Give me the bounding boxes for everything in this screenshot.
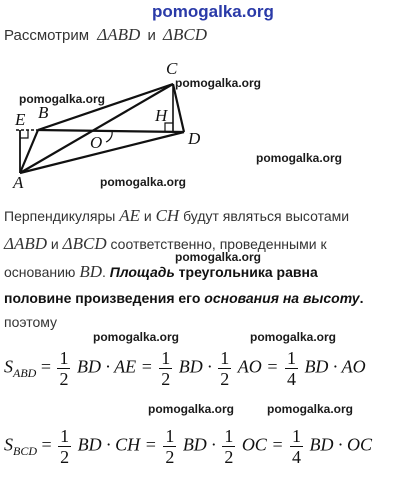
para-bold-area: Площадь — [109, 264, 175, 280]
label-H: H — [155, 106, 168, 125]
para-text: и — [50, 236, 59, 252]
fraction-half — [57, 348, 70, 389]
math-CH: CH — [155, 206, 180, 225]
para-text: . — [101, 264, 106, 280]
math-tri2: ΔBCD — [62, 234, 107, 253]
watermark: pomogalka.org — [93, 330, 180, 344]
fraction-half — [163, 426, 176, 467]
formula-S-BCD — [4, 426, 372, 467]
frac-num: 1 — [161, 348, 171, 368]
frac-den: 2 — [161, 369, 171, 389]
fraction-half — [218, 348, 231, 389]
math-tri1: ΔABD — [4, 234, 48, 253]
para-line-1 — [4, 206, 349, 226]
right-angle-E — [20, 130, 28, 138]
watermark: pomogalka.org — [250, 330, 337, 344]
para-text: соответственно, проведенными к — [110, 236, 327, 252]
frac-num: 1 — [286, 348, 296, 368]
formula-eq: = — [40, 356, 51, 377]
formula-S: S — [4, 356, 13, 377]
formula-term: AO = — [237, 356, 279, 377]
formula-term: BD · CH = — [77, 434, 157, 455]
frac-num: 1 — [59, 348, 69, 368]
formula-term: BD · OC — [309, 434, 372, 455]
para-text: и — [143, 208, 152, 224]
intro-tri2: ΔBCD — [163, 25, 207, 44]
frac-num: 1 — [60, 426, 70, 446]
intro-tri1: ΔABD — [97, 25, 141, 44]
watermark: pomogalka.org — [100, 175, 187, 189]
para-bold: треугольника равна — [178, 264, 318, 280]
watermark: pomogalka.org — [267, 402, 354, 416]
label-D: D — [188, 129, 201, 148]
para-text: основанию — [4, 264, 76, 280]
frac-num: 1 — [165, 426, 175, 446]
watermark: pomogalka.org — [175, 250, 262, 264]
segment-BD — [38, 130, 184, 132]
fraction-half — [222, 426, 235, 467]
watermark: pomogalka.org — [148, 402, 235, 416]
math-BD: BD — [79, 262, 102, 281]
frac-den: 4 — [291, 447, 301, 467]
frac-den: 4 — [286, 369, 296, 389]
formula-subscript: ABD — [13, 366, 37, 381]
formula-term: BD · AO — [304, 356, 366, 377]
formula-eq: = — [41, 434, 52, 455]
segment-CD — [173, 84, 184, 132]
formula-term: BD · AE = — [76, 356, 153, 377]
watermark: pomogalka.org — [256, 151, 343, 165]
para-line-5: поэтому — [4, 314, 58, 330]
fraction-quarter — [290, 426, 303, 467]
frac-den: 2 — [224, 447, 234, 467]
label-C: C — [166, 59, 178, 78]
label-O: O — [90, 133, 103, 152]
para-line-2 — [4, 234, 327, 254]
formula-term: BD · — [178, 356, 212, 377]
watermark-top: pomogalka.org — [152, 2, 274, 21]
frac-num: 1 — [220, 348, 230, 368]
fraction-half — [58, 426, 71, 467]
fraction-quarter — [285, 348, 298, 389]
para-bold: половине произведения его — [4, 290, 201, 306]
intro-word: Рассмотрим — [4, 27, 90, 44]
label-B: B — [38, 103, 49, 122]
para-text: Перпендикуляры — [4, 208, 116, 224]
frac-num: 1 — [224, 426, 234, 446]
para-bold-italic: основания на высоту — [204, 290, 360, 306]
frac-den: 2 — [60, 447, 70, 467]
math-AE: AE — [119, 206, 140, 225]
frac-num: 1 — [291, 426, 301, 446]
angle-arc-O — [106, 131, 112, 142]
intro-and: и — [147, 27, 156, 44]
watermark: pomogalka.org — [175, 76, 262, 90]
frac-den: 2 — [220, 369, 230, 389]
formula-S: S — [4, 434, 13, 455]
formula-term: BD · — [182, 434, 216, 455]
formula-subscript: BCD — [13, 444, 37, 459]
formula-term: OC = — [241, 434, 284, 455]
label-A: A — [13, 173, 24, 192]
watermark: pomogalka.org — [19, 92, 106, 106]
para-line-4: половине произведения его основания на высоту. — [4, 290, 364, 306]
frac-den: 2 — [165, 447, 175, 467]
frac-den: 2 — [59, 369, 69, 389]
intro-line — [4, 25, 207, 45]
formula-S-ABD — [4, 348, 366, 389]
para-line-3 — [4, 262, 318, 282]
label-E: E — [15, 110, 26, 129]
fraction-half — [159, 348, 172, 389]
para-text: будут являться высотами — [183, 208, 350, 224]
